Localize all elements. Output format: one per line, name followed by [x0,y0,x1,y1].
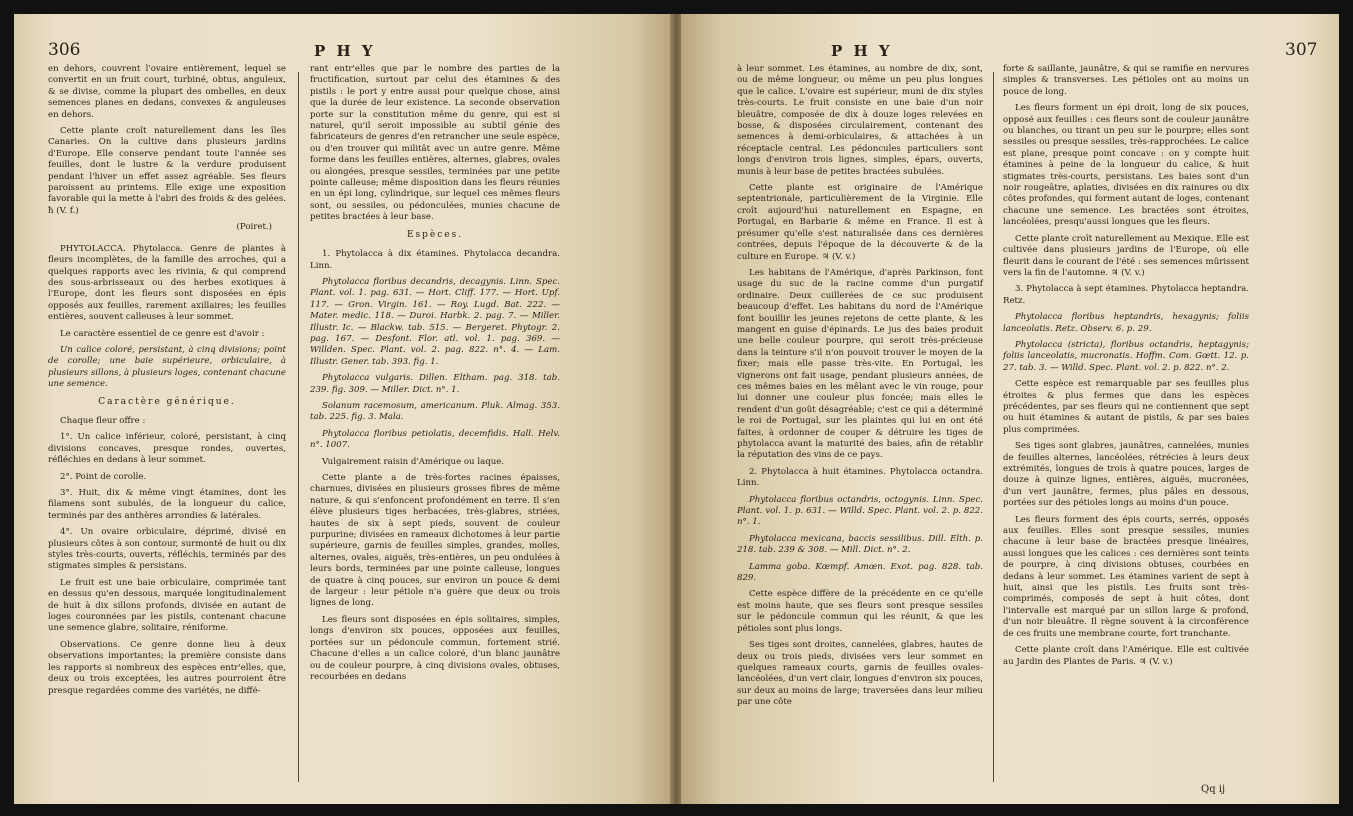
paragraph: Observations. Ce genre donne lieu à deux observations importantes; la première consiste dans les rapports si nombreux des espèces entr'elles, que, deux ou trois exceptées, les autres pourroient être presque regardées comme des variétés, ne diffé- [48,639,286,696]
paragraph: 3°. Huit, dix & même vingt étamines, dont les filamens sont subulés, de la longueur du calice, terminés par des anthères arrondies & latérales. [48,488,286,521]
species-entry: 3. Phytolacca à sept étamines. Phytolacca heptandra. Retz. [1003,284,1249,306]
paragraph: 4°. Un ovaire orbiculaire, déprimé, divisé en plusieurs côtes à son contour, surmonté de huit ou dix styles très-courts, ouverts, réfléchis, terminés par des stigmates simples & persistans. [48,527,286,572]
species-entry: 2. Phytolacca à huit étamines. Phytolacca octandra. Linn. [737,466,983,489]
paragraph: Cette plante est originaire de l'Amérique septentrionale, particulièrement de la Virginie. Elle croît aujourd'hui naturellement en Espagne, en Portugal, en Barbarie & même en France. Il est à présumer qu'elle s'est naturalisée dans ces dernières contrées, depuis l'époque de la découverte & de la culture en Europe. ♃ (V. v.) [737,183,983,262]
page-number-right: 307 [1285,40,1318,60]
paragraph: Les habitans de l'Amérique, d'après Parkinson, font usage du suc de la racine comme d'un purgatif ordinaire. Deux cuillerées de ce suc produisent beaucoup d'effet. Les habitans du nord de l'Amérique font bouillir les jeunes rejetons de cette plante, & les mangent en guise d'épinards. Le jus des baies produit une belle couleur pourpre, qui seroit très-précieuse dans la teinture s'il n'on pouvoit trouver le moyen de la fixer; mais elle passe très-vite. En Portugal, les vignerons ont fait usage, pendant plusieurs années, de ces mêmes baies en les mêlant avec le vin rouge, pour lui donner une couleur plus foncée; mais elles le rendent d'un goût désagréable; c'est ce qui a déterminé le roi de Portugal, sur les plaintes qui lui en ont été faites, à ordonner de couper & détruire les tiges de phytolacca avant la maturité des baies, afin de rétablir la réputation des vins de ce pays. [737,267,983,461]
synonymy: Phytolacca floribus heptandris, hexagynis; foliis lanceolatis. Retz. Observ. 6. p. 29. [1003,312,1249,334]
running-head-left: P H Y [314,42,376,60]
synonymy: Phytolacca floribus decandris, decagynis. Linn. Spec. Plant. vol. 1. pag. 631. — Hort. Cliff. 177. — Hort. Upf. 117. — Gron. Virgin. 161. — Roy. Lugd. Bat. 222. — Mater. medic. 118. — Duroi. Harbk. 2. pag. 7. — Miller. Illustr. Ic. — Blackw. tab. 515. — Bergeret. Phytogr. 2. pag. 167. — Desfont. Flor. atl. vol. 1. pag. 369. — Willden. Spec. Plant. vol. 2. pag. 822. n°. 4. — Lam. Illustr. Gener. tab. 393. fig. 1. [310,276,560,367]
column-rule [298,72,299,782]
section-heading: Espèces. [406,229,464,240]
page-number-left: 306 [48,40,81,60]
catchword: Qq ij [1201,784,1226,795]
right-page [681,14,1339,804]
paragraph: Cette espèce diffère de la précédente en ce qu'elle est moins haute, que ses fleurs sont presque sessiles sur le pédoncule commun qui les réunit, & que les pétioles sont plus longs. [737,589,983,634]
paragraph: Cette plante croît dans l'Amérique. Elle est cultivée au Jardin des Plantes de Paris. ♃ (V. v.) [1003,645,1249,667]
paragraph: 2°. Point de corolle. [60,471,147,482]
section-heading: Caractère générique. [98,396,236,407]
genus-entry: PHYTOLACCA. Phytolacca. Genre de plantes à fleurs incomplètes, de la famille des arroches, qui a quelques rapports avec les rivinia, & qui comprend des sous-arbrisseaux ou des herbes exotiques à l'Europe, dont les fleurs sont disposées en épis opposés aux feuilles, rarement axillaires; les feuilles entières, souvent calleuses à leur sommet. [48,243,286,323]
right-column-1 [737,64,983,794]
synonymy: Solanum racemosum, americanum. Pluk. Almag. 353. tab. 225. fig. 3. Mala. [310,400,560,423]
author-signature: (Poiret.) [236,222,272,233]
synonymy: Phytolacca floribus octandris, octogynis. Linn. Spec. Plant. vol. 1. p. 631. — Willd. Spec. Plant. vol. 2. p. 822. n°. 1. [737,494,983,528]
paragraph: Le fruit est une baie orbiculaire, comprimée tant en dessus qu'en dessous, marquée longitudinalement de huit à dix sillons profonds, divisée en autant de loges couronnées par les pistils, contenant chacune une semence glabre, solitaire, réniforme. [48,577,286,634]
species-entry: 1. Phytolacca à dix étamines. Phytolacca decandra. Linn. [310,249,560,271]
paragraph: Ses tiges sont glabres, jaunâtres, cannelées, munies de feuilles alternes, lancéolées, rétrécies à leurs deux extrémités, longues de trois à quatre pouces, larges de douze à quinze lignes, entières, aiguës, mucronées, d'un vert jaunâtre, fermes, plus pâles en dessous, portées sur des pétioles longs au moins d'un pouce. [1003,441,1249,509]
synonymy: Phytolacca floribus petiolatis, decemfidis. Hall. Helv. n°. 1007. [310,428,560,451]
paragraph: Les fleurs sont disposées en épis solitaires, simples, longs d'environ six pouces, opposées aux feuilles, portées sur un pédoncule commun, fortement strié. Chacune d'elles a un calice coloré, d'un blanc jaunâtre ou de couleur pourpre, à cinq divisions ovales, obtuses, recourbées en dedans [310,614,560,682]
paragraph: en dehors, couvrent l'ovaire entièrement, lequel se convertit en un fruit court, turbiné, obtus, anguleux, & se divise, comme la plupart des ombelles, en deux semences planes en dedans, convexes & anguleuses en dehors. [48,64,286,120]
column-rule [993,72,994,782]
left-column-2 [310,64,560,794]
running-head-right: P H Y [831,42,893,60]
paragraph: Le caractère essentiel de ce genre est d'avoir : [60,328,265,339]
paragraph: Cette plante croît naturellement au Mexique. Elle est cultivée dans plusieurs jardins de l'Europe, où elle fleurit dans le courant de l'été : ses semences mûrissent vers la fin de l'automne. ♃ (V. v.) [1003,233,1249,278]
synonymy: Lamma goba. Kœmpf. Amœn. Exot. pag. 828. tab. 829. [737,561,983,584]
paragraph: Ses tiges sont droites, cannelées, glabres, hautes de deux ou trois pieds, divisées vers leur sommet en quelques rameaux courts, garnis de feuilles ovales-lancéolées, d'un vert clair, longues d'environ six pouces, sur deux au moins de large; traversées dans leur milieu par une côte [737,640,983,708]
paragraph: Les fleurs forment un épi droit, long de six pouces, opposé aux feuilles : ces fleurs sont de couleur jaunâtre ou blanches, ou tirant un peu sur le pourpre; elles sont sessiles ou presque sessiles, très-rapprochées. Le calice est plane, presque point concave : on y compte huit étamines à peine de la longueur du calice, & huit stigmates très-courts, persistans. Les baies sont d'un noir rougeâtre, aplaties, divisées en dix rainures ou dix côtes profondes, qui forment autant de loges, contenant chacune une semence. Les bractées sont étroites, lancéolées, presqu'aussi longues que les fleurs. [1003,103,1249,228]
right-column-2 [1003,64,1249,779]
paragraph: Chaque fleur offre : [60,415,146,426]
synonymy: Phytolacca mexicana, baccis sessilibus. Dill. Elth. p. 218. tab. 239 & 308. — Mill. Dict. n°. 2. [737,533,983,556]
book-spread [14,14,1339,804]
left-column-1 [48,64,286,794]
paragraph: 1°. Un calice inférieur, coloré, persistant, à cinq divisions concaves, presque rondes, ouvertes, réfléchies en dedans à leur sommet. [48,432,286,466]
left-page [14,14,672,804]
paragraph: Les fleurs forment des épis courts, serrés, opposés aux feuilles. Elles sont presque sessiles, munies chacune à leur base de bractées presque linéaires, aussi longues que les calices : ces dernières sont teints de pourpre, à cinq divisions obtuses, courbées en dedans à leur sommet. Les étamines varient de sept à huit, ainsi que les pistils. Les fruits sont très-comprimés, composés de sept à huit côtes, dont l'intervalle est marqué par un sillon large & profond, d'un noir bleuâtre. Il règne souvent à la circonférence de ces fruits une membrane courte, fort tranchante. [1003,514,1249,639]
essential-character: Un calice coloré, persistant, à cinq divisions; point de corolle; une baie supérieure, orbiculaire, à plusieurs sillons, à plusieurs loges, contenant chacune une semence. [48,344,286,390]
paragraph: Cette plante a de très-fortes racines épaisses, charnues, divisées en plusieurs grosses fibres de même nature, & qui s'enfoncent profondément en terre. Il s'en élève plusieurs tiges herbacées, très-glabres, striées, hautes de six à sept pieds, souvent de couleur purpurine; divisées en rameaux dichotomes à leur partie supérieure, garnis de feuilles simples, grandes, molles, alternes, ovales, aiguës, très-entières, un peu ondulées à leurs bords, terminées par une pointe calleuse, longues de quatre à cinq pouces, sur environ un pouce & demi de largeur : leur pétiole n'a guère que deux ou trois lignes de long. [310,473,560,609]
paragraph: Cette plante croît naturellement dans les îles Canaries. On la cultive dans plusieurs jardins d'Europe. Elle conserve pendant toute l'année ses feuilles, dont le lustre & la verdure produisent pendant l'hiver un effet assez agréable. Ses fleurs paroissent au printems. Elle exige une exposition favorable qui la mette à l'abri des froids & des gelées. ħ (V. f.) [48,126,286,216]
synonymy: Phytolacca vulgaris. Dillen. Eltham. pag. 318. tab. 239. fig. 309. — Miller. Dict. n°. 1. [310,373,560,395]
paragraph: à leur sommet. Les étamines, au nombre de dix, sont, ou de même longueur, ou même un peu plus longues que le calice. L'ovaire est supérieur, muni de dix styles très-courts. Le fruit consiste en une baie d'un noir bleuâtre, composée de dix à douze loges relevées en bosse, & disposées circulairement, contenant des semences à demi-orbiculaires, & attachées à un réceptacle central. Les pédoncules particuliers sont longs d'environ trois lignes, simples, épars, ouverts, munis à leur base de petites bractées subulées. [737,64,983,177]
paragraph: rant entr'elles que par le nombre des parties de la fructification, surtout par celui des étamines & des pistils : le port y entre aussi pour quelque chose, ainsi que la durée de leur existence. La seconde observation porte sur la constitution même du genre, qui est si naturel, qu'il seroit impossible au subtil génie des fabricateurs de genres d'en retrancher une seule espèce, ou d'en trouver qui militât avec un autre genre. Même forme dans les feuilles entières, alternes, glabres, ovales ou alongées, presque sessiles, terminées par une petite pointe calleuse; même disposition dans les fleurs réunies en un épi long, cylindrique, sur lequel ces mêmes fleurs sont, ou sessiles, ou pédonculées, munies chacune de petites bractées à leur base. [310,64,560,223]
paragraph: Vulgairement raisin d'Amérique ou laque. [322,456,505,467]
paragraph: forte & saillante, jaunâtre, & qui se ramifie en nervures simples & transverses. Les pétioles ont au moins un pouce de long. [1003,64,1249,97]
paragraph: Cette espèce est remarquable par ses feuilles plus étroites & plus fermes que dans les espèces précédentes, par ses fleurs qui ne contiennent que sept ou huit étamines & autant de pistils, & par ses baies plus comprimées. [1003,379,1249,435]
synonymy: Phytolacca (stricta), floribus octandris, heptagynis; foliis lanceolatis, mucronatis. Hoffm. Com. Gœtt. 12. p. 27. tab. 3. — Willd. Spec. Plant. vol. 2. p. 822. n°. 2. [1003,339,1249,373]
